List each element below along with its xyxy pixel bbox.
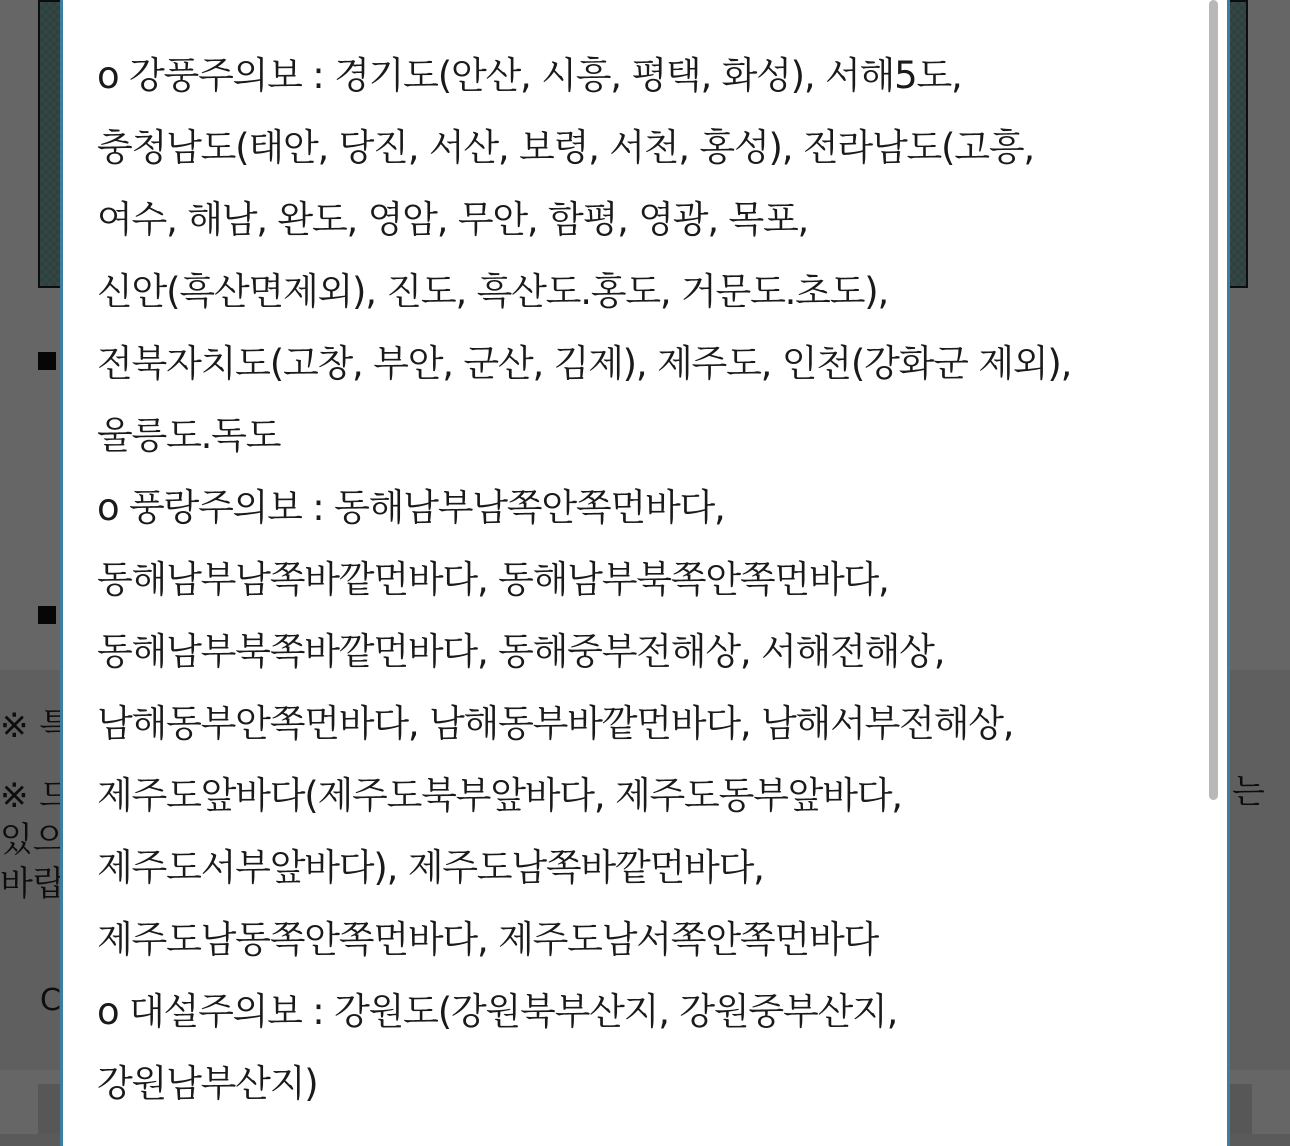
warning-line: o 풍랑주의보 : 동해남부남쪽안쪽먼바다, [97,486,725,529]
warning-line: o 강풍주의보 : 경기도(안산, 시흥, 평택, 화성), 서해5도, [97,54,962,97]
warning-line: 제주도남동쪽안쪽먼바다, 제주도남서쪽안쪽먼바다 [97,918,879,961]
warning-line: 울릉도.독도 [97,414,281,457]
warning-text-content [97,40,1207,1120]
warning-line: o 대설주의보 : 강원도(강원북부산지, 강원중부산지, [97,990,898,1033]
warning-line: 제주도앞바다(제주도북부앞바다, 제주도동부앞바다, [97,774,902,817]
warning-line: 제주도서부앞바다), 제주도남쪽바깥먼바다, [97,846,764,889]
weather-warning-modal [60,0,1230,1146]
warning-line: 전북자치도(고창, 부안, 군산, 김제), 제주도, 인천(강화군 제외), [97,342,1072,385]
warning-line: 강원남부산지) [97,1062,318,1105]
warning-line: 여수, 해남, 완도, 영암, 무안, 함평, 영광, 목포, [97,198,809,241]
warning-line: 신안(흑산면제외), 진도, 흑산도.홍도, 거문도.초도), [97,270,889,313]
warning-line: 충청남도(태안, 당진, 서산, 보령, 서천, 홍성), 전라남도(고흥, [97,126,1034,169]
warning-line: 동해남부북쪽바깥먼바다, 동해중부전해상, 서해전해상, [97,630,945,673]
modal-scrollbar[interactable] [1209,0,1218,800]
warning-line: 동해남부남쪽바깥먼바다, 동해남부북쪽안쪽먼바다, [97,558,889,601]
warning-line: 남해동부안쪽먼바다, 남해동부바깥먼바다, 남해서부전해상, [97,702,1014,745]
